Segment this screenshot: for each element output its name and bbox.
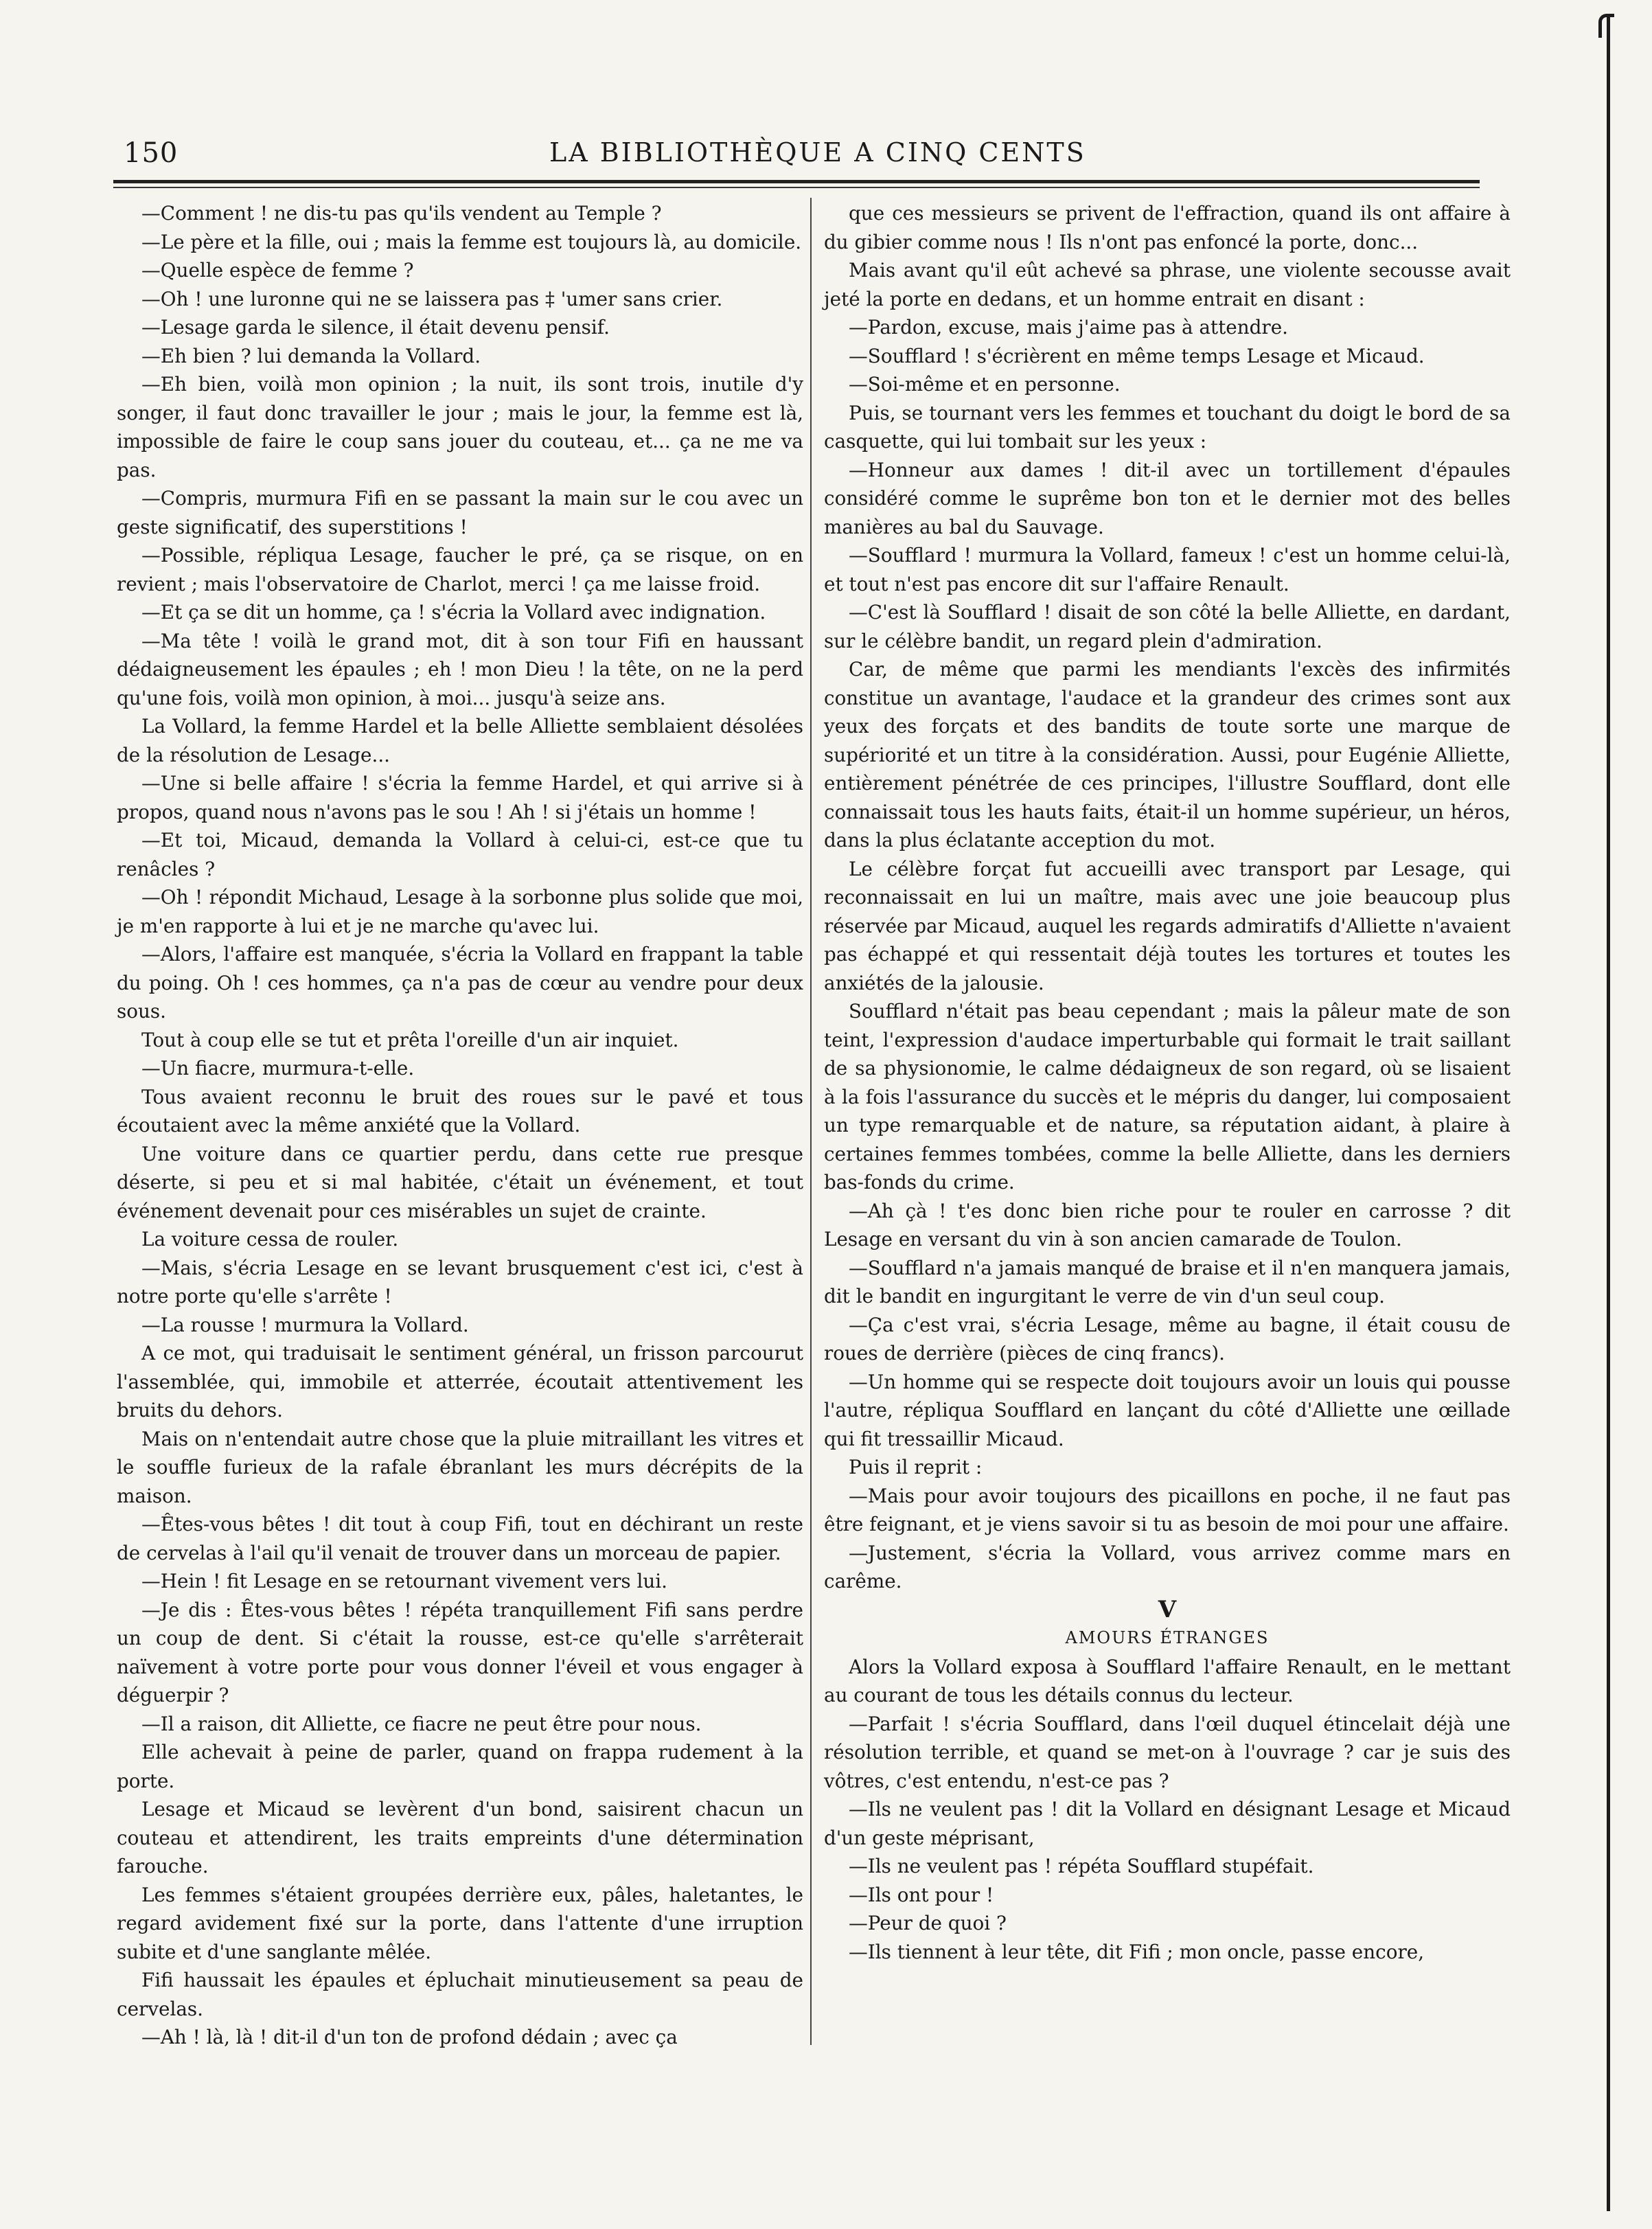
paragraph: —Soufflard ! s'écrièrent en même temps Lesage et Micaud. [849, 344, 1425, 367]
column-divider [810, 198, 812, 2045]
paragraph: —Il a raison, dit Alliette, ce fiacre ne peut être pour nous. [141, 1712, 702, 1735]
paragraph: —Hein ! fit Lesage en se retournant vivement vers lui. [141, 1570, 667, 1592]
paragraph: —Un fiacre, murmura-t-elle. [141, 1057, 415, 1079]
header-rule-thin [113, 187, 1480, 188]
paragraph: Puis il reprit : [849, 1456, 983, 1478]
paragraph: —Une si belle affaire ! s'écria la femme Hardel, et qui arrive si à propos, quand nous n'avons pas le sou ! Ah ! si j'étais un homme ! [117, 772, 803, 823]
paragraph: —Le père et la fille, oui ; mais la femme est toujours là, au domicile. [141, 230, 802, 253]
paragraph: —Ils tiennent à leur tête, dit Fifi ; mon oncle, passe encore, [849, 1940, 1425, 1963]
paragraph: —Honneur aux dames ! dit-il avec un tortillement d'épaules considéré comme le suprême bon ton et le dernier mot des belles manières au bal du Sauvage. [824, 458, 1511, 538]
paragraph: —Soufflard ! murmura la Vollard, fameux ! c'est un homme celui-là, et tout n'est pas encore dit sur l'affaire Renault. [824, 544, 1511, 595]
page-header [110, 137, 1476, 179]
paragraph: —Ma tête ! voilà le grand mot, dit à son tour Fifi en haussant dédaigneusement les épaules ; eh ! mon Dieu ! la tête, on ne la perd qu'une fois, voilà mon opinion, à moi... jusqu'à seize ans. [117, 629, 803, 709]
paragraph: Une voiture dans ce quartier perdu, dans cette rue presque déserte, si peu et si mal habitée, c'était un événement, et tout événement devenait pour ces misérables un sujet de crainte. [117, 1142, 803, 1222]
paragraph: Tout à coup elle se tut et prêta l'oreille d'un air inquiet. [141, 1028, 679, 1051]
paragraph: —Mais, s'écria Lesage en se levant brusquement c'est ici, c'est à notre porte qu'elle s'arrête ! [117, 1256, 803, 1307]
header-rule-thick [113, 180, 1480, 183]
right-column [824, 199, 1511, 1966]
paragraph: Car, de même que parmi les mendiants l'excès des infirmités constitue un avantage, l'audace et la grandeur des crimes sont aux yeux des forçats et des bandits de toute sorte une marque de supériorité et un titre à la considération. Aussi, pour Eugénie Alliette, entièrement pénétrée de ces principes, l'illustre Soufflard, dont elle connaissait tous les hauts faits, était-il un homme supérieur, un héros, dans la plus éclatante acception du mot. [824, 658, 1511, 851]
paragraph: —Possible, répliqua Lesage, faucher le pré, ça se risque, on en revient ; mais l'observatoire de Charlot, merci ! ça me laisse froid. [117, 544, 803, 595]
paragraph: —Peur de quoi ? [849, 1912, 1007, 1934]
paragraph: —Oh ! une luronne qui ne se laissera pas ‡ 'umer sans crier. [141, 287, 723, 310]
paragraph: Soufflard n'était pas beau cependant ; mais la pâleur mate de son teint, l'expression d'audace imperturbable qui formait le trait saillant de sa physionomie, le calme dédaigneux de son regard, où se lisaient à la fois l'assurance du succès et le mépris du danger, lui composaient un type remarquable et de nature, sa réputation aidant, à plaire à certaines femmes tombées, comme la belle Alliette, dans les derniers bas-fonds du crime. [824, 1000, 1511, 1193]
paragraph: Le célèbre forçat fut accueilli avec transport par Lesage, qui reconnaissait en lui un maître, mais avec une joie beaucoup plus réservée par Micaud, auquel les regards admiratifs d'Alliette n'avaient pas échappé et qui ressentait déjà toutes les tortures et toutes les anxiétés de la jalousie. [824, 857, 1511, 994]
paragraph: Les femmes s'étaient groupées derrière eux, pâles, haletantes, le regard avidement fixé sur la porte, dans l'attente d'une irruption subite et d'une sanglante mêlée. [117, 1883, 803, 1963]
right-column-text-after [824, 1653, 1511, 1967]
chapter-number: V [1158, 1595, 1177, 1623]
paragraph: —Parfait ! s'écria Soufflard, dans l'œil duquel étincelait déjà une résolution terrible, et quand se met-on à l'ouvrage ? car je suis des vôtres, c'est entendu, n'est-ce pas ? [824, 1712, 1511, 1792]
paragraph: —Lesage garda le silence, il était devenu pensif. [141, 316, 610, 339]
page-number: 150 [124, 137, 179, 169]
paragraph: —Comment ! ne dis-tu pas qu'ils vendent au Temple ? [141, 202, 662, 225]
paragraph: —Eh bien, voilà mon opinion ; la nuit, ils sont trois, inutile d'y songer, il faut donc travailler le jour ; mais le jour, la femme est là, impossible de faire le coup sans jouer du couteau, et... ça ne me va pas. [117, 373, 803, 481]
paragraph: —Eh bien ? lui demanda la Vollard. [141, 344, 481, 367]
paragraph: —Et ça se dit un homme, ça ! s'écria la Vollard avec indignation. [141, 601, 766, 624]
left-column [117, 199, 803, 2052]
paragraph: —C'est là Soufflard ! disait de son côté la belle Alliette, en dardant, sur le célèbre bandit, un regard plein d'admiration. [824, 601, 1511, 652]
paragraph: Lesage et Micaud se levèrent d'un bond, saisirent chacun un couteau et attendirent, les traits empreints d'une détermination farouche. [117, 1798, 803, 1877]
paragraph: —Compris, murmura Fifi en se passant la main sur le cou avec un geste significatif, des superstitions ! [117, 487, 803, 538]
paragraph: —Pardon, excuse, mais j'aime pas à attendre. [849, 316, 1288, 339]
paragraph: A ce mot, qui traduisait le sentiment général, un frisson parcourut l'assemblée, qui, immobile et atterrée, écoutait attentivement les bruits du dehors. [117, 1342, 803, 1421]
paragraph: La voiture cessa de rouler. [141, 1228, 399, 1250]
right-column-text-before [824, 199, 1511, 1596]
paragraph: La Vollard, la femme Hardel et la belle Alliette semblaient désolées de la résolution de Lesage... [117, 715, 803, 766]
page-edge-binding [1607, 14, 1610, 2211]
paragraph: —Êtes-vous bêtes ! dit tout à coup Fifi, tout en déchirant un reste de cervelas à l'ail qu'il venait de trouver dans un morceau de papier. [117, 1513, 803, 1564]
paragraph: —Et toi, Micaud, demanda la Vollard à celui-ci, est-ce que tu renâcles ? [117, 829, 803, 880]
paragraph: que ces messieurs se privent de l'effraction, quand ils ont affaire à du gibier comme nous ! Ils n'ont pas enfoncé la porte, donc... [824, 202, 1511, 253]
paragraph: —Ils ne veulent pas ! dit la Vollard en désignant Lesage et Micaud d'un geste méprisant, [824, 1798, 1511, 1849]
paragraph: —Un homme qui se respecte doit toujours avoir un louis qui pousse l'autre, répliqua Soufflard en lançant du côté d'Alliette une œillade qui fit tressaillir Micaud. [824, 1370, 1511, 1450]
paragraph: —Soufflard n'a jamais manqué de braise et il n'en manquera jamais, dit le bandit en ingurgitant le verre de vin d'un seul coup. [824, 1256, 1511, 1307]
running-title: LA BIBLIOTHÈQUE A CINQ CENTS [549, 137, 1086, 168]
chapter-title: AMOURS ÉTRANGES [1065, 1628, 1270, 1647]
paragraph: —Ça c'est vrai, s'écria Lesage, même au bagne, il était cousu de roues de derrière (pièces de cinq francs). [824, 1313, 1511, 1364]
paragraph: —Soi-même et en personne. [849, 373, 1121, 396]
paragraph: —Quelle espèce de femme ? [141, 259, 414, 282]
paragraph: —La rousse ! murmura la Vollard. [141, 1313, 469, 1336]
paragraph: —Ah çà ! t'es donc bien riche pour te rouler en carrosse ? dit Lesage en versant du vin à son ancien camarade de Toulon. [824, 1199, 1511, 1250]
paragraph: Tous avaient reconnu le bruit des roues sur le pavé et tous écoutaient avec la même anxiété que la Vollard. [117, 1085, 803, 1136]
paragraph: —Ils ont pour ! [849, 1883, 994, 1906]
paragraph: —Justement, s'écria la Vollard, vous arrivez comme mars en carême. [824, 1541, 1511, 1592]
paragraph: —Ils ne veulent pas ! répéta Soufflard stupéfait. [849, 1855, 1314, 1877]
paragraph: —Oh ! répondit Michaud, Lesage à la sorbonne plus solide que moi, je m'en rapporte à lui et je ne marche qu'avec lui. [117, 886, 803, 937]
paragraph: —Mais pour avoir toujours des picaillons en poche, il ne faut pas être feignant, et je viens savoir si tu as besoin de moi pour une affaire. [824, 1484, 1511, 1535]
paragraph: Mais avant qu'il eût achevé sa phrase, une violente secousse avait jeté la porte en dedans, et un homme entrait en disant : [824, 259, 1511, 310]
paragraph: Fifi haussait les épaules et épluchait minutieusement sa peau de cervelas. [117, 1969, 803, 2020]
paragraph: Alors la Vollard exposa à Soufflard l'affaire Renault, en le mettant au courant de tous les détails connus du lecteur. [824, 1655, 1511, 1706]
paragraph: —Je dis : Êtes-vous bêtes ! répéta tranquillement Fifi sans perdre un coup de dent. Si c'était la rousse, est-ce qu'elle s'arrêterait naïvement à votre porte pour vous donner l'éveil et vous engager à déguerpir ? [117, 1598, 803, 1706]
paragraph: —Alors, l'affaire est manquée, s'écria la Vollard en frappant la table du poing. Oh ! ces hommes, ça n'a pas de cœur au vendre pour deux sous. [117, 943, 803, 1022]
paragraph: Puis, se tournant vers les femmes et touchant du doigt le bord de sa casquette, qui lui tombait sur les yeux : [824, 401, 1511, 453]
paragraph: Elle achevait à peine de parler, quand on frappa rudement à la porte. [117, 1741, 803, 1792]
paragraph: —Ah ! là, là ! dit-il d'un ton de profond dédain ; avec ça [141, 2026, 678, 2048]
paragraph: Mais on n'entendait autre chose que la pluie mitraillant les vitres et le souffle furieux de la rafale ébranlant les murs décrépits de la maison. [117, 1427, 803, 1507]
